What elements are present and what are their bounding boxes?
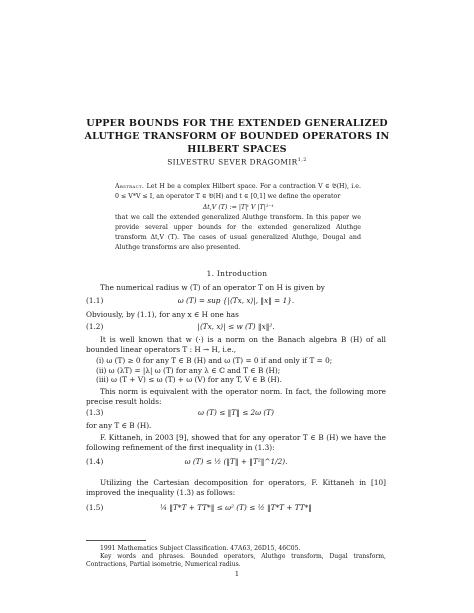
footnote <box>86 545 386 570</box>
equation-body: |⟨Tx, x⟩| ≤ w (T) ‖x‖². <box>197 322 275 331</box>
author-affiliation-mark: 1,2 <box>297 157 307 163</box>
equation-1-4 <box>86 457 386 471</box>
list-item: (i) ω (T) ≥ 0 for any T ∈ B (H) and ω (T) = 0 if and only if T = 0; <box>96 356 333 365</box>
equation-body: ω (T) ≤ ‖T‖ ≤ 2ω (T) <box>198 408 274 417</box>
title-line-3: HILBERT SPACES <box>187 144 287 155</box>
abstract <box>115 182 361 253</box>
equation-body: ω (T) = sup {|⟨Tx, x⟩|, ‖x‖ = 1}. <box>177 296 295 305</box>
list-item: (iii) ω (T + V) ≤ ω (T) + ω (V) for any T, V ∈ B (H). <box>96 375 282 385</box>
abstract-text-1: Let H be a complex Hilbert space. For a contraction V ∈ 𝔅(H), i.e. 0 ≤ V*V ≤ I, an operator T ∈ 𝔅(H) and t ∈ [0,1] we define the operator <box>115 183 361 200</box>
equation-body: ω (T) ≤ ½ (‖T‖ + ‖T²‖^1/2). <box>184 457 288 466</box>
equation-number: (1.4) <box>86 457 104 466</box>
title-line-1: UPPER BOUNDS FOR THE EXTENDED GENERALIZED <box>86 118 388 129</box>
norm-properties-list <box>96 356 386 385</box>
abstract-text-2: that we call the extended generalized Aluthge transform. In this paper we provide several upper bounds for the extended generalized Aluthge transform Δt,V (T). The cases of usual generalized Aluthge, Dougal and Aluthge transforms are also presented. <box>115 214 361 251</box>
equation-body: ¼ ‖T*T + TT*‖ ≤ ω² (T) ≤ ½ ‖T*T + TT*‖ <box>160 503 312 512</box>
page-number: 1 <box>234 570 240 578</box>
equation-number: (1.5) <box>86 503 104 512</box>
title-line-2: ALUTHGE TRANSFORM OF BOUNDED OPERATORS IN <box>84 131 390 142</box>
paragraph-3: It is well known that w (·) is a norm on the Banach algebra B (H) of all bounded linear operators T : H → H, i.e., <box>86 335 386 354</box>
author-line <box>60 157 414 166</box>
abstract-formula: Δt,V (T) := |T|ᵗ V |T|¹⁻ᵗ <box>202 203 274 211</box>
equation-number: (1.1) <box>86 296 104 305</box>
equation-1-3 <box>86 408 386 422</box>
section-heading: 1. Introduction <box>206 269 268 278</box>
paper-title <box>60 117 414 156</box>
footnote-rule <box>86 540 146 541</box>
equation-number: (1.2) <box>86 322 104 331</box>
paragraph-2: Obviously, by (1.1), for any x ∈ H one has <box>86 310 239 319</box>
footnote-keywords: Key words and phrases. Bounded operators, Aluthge transform, Dugal transform, Contractions, Partial isometrie, Numerical radius. <box>86 553 386 569</box>
abstract-label: Abstract. <box>115 183 145 190</box>
equation-1-5 <box>86 503 386 517</box>
author-name: SILVESTRU SEVER DRAGOMIR <box>167 157 298 167</box>
paragraph-5: for any T ∈ B (H). <box>86 421 152 430</box>
paragraph-6: F. Kittaneh, in 2003 [9], showed that for any operator T ∈ B (H) we have the following refinement of the first inequality in (1.3): <box>86 433 386 452</box>
paragraph-7: Utilizing the Cartesian decomposition for operators, F. Kittaneh in [10] improved the inequality (1.3) as follows: <box>86 478 386 497</box>
footnote-msc: 1991 Mathematics Subject Classification. 47A63, 26D15, 46C05. <box>100 545 301 552</box>
paragraph-4: This norm is equivalent with the operator norm. In fact, the following more precise result holds: <box>86 387 386 406</box>
equation-1-2 <box>86 322 386 336</box>
equation-1-1 <box>86 296 386 310</box>
paragraph-1: The numerical radius w (T) of an operator T on H is given by <box>100 283 325 292</box>
list-item: (ii) ω (λT) = |λ| ω (T) for any λ ∈ ℂ and T ∈ B (H); <box>96 365 281 375</box>
equation-number: (1.3) <box>86 408 104 417</box>
